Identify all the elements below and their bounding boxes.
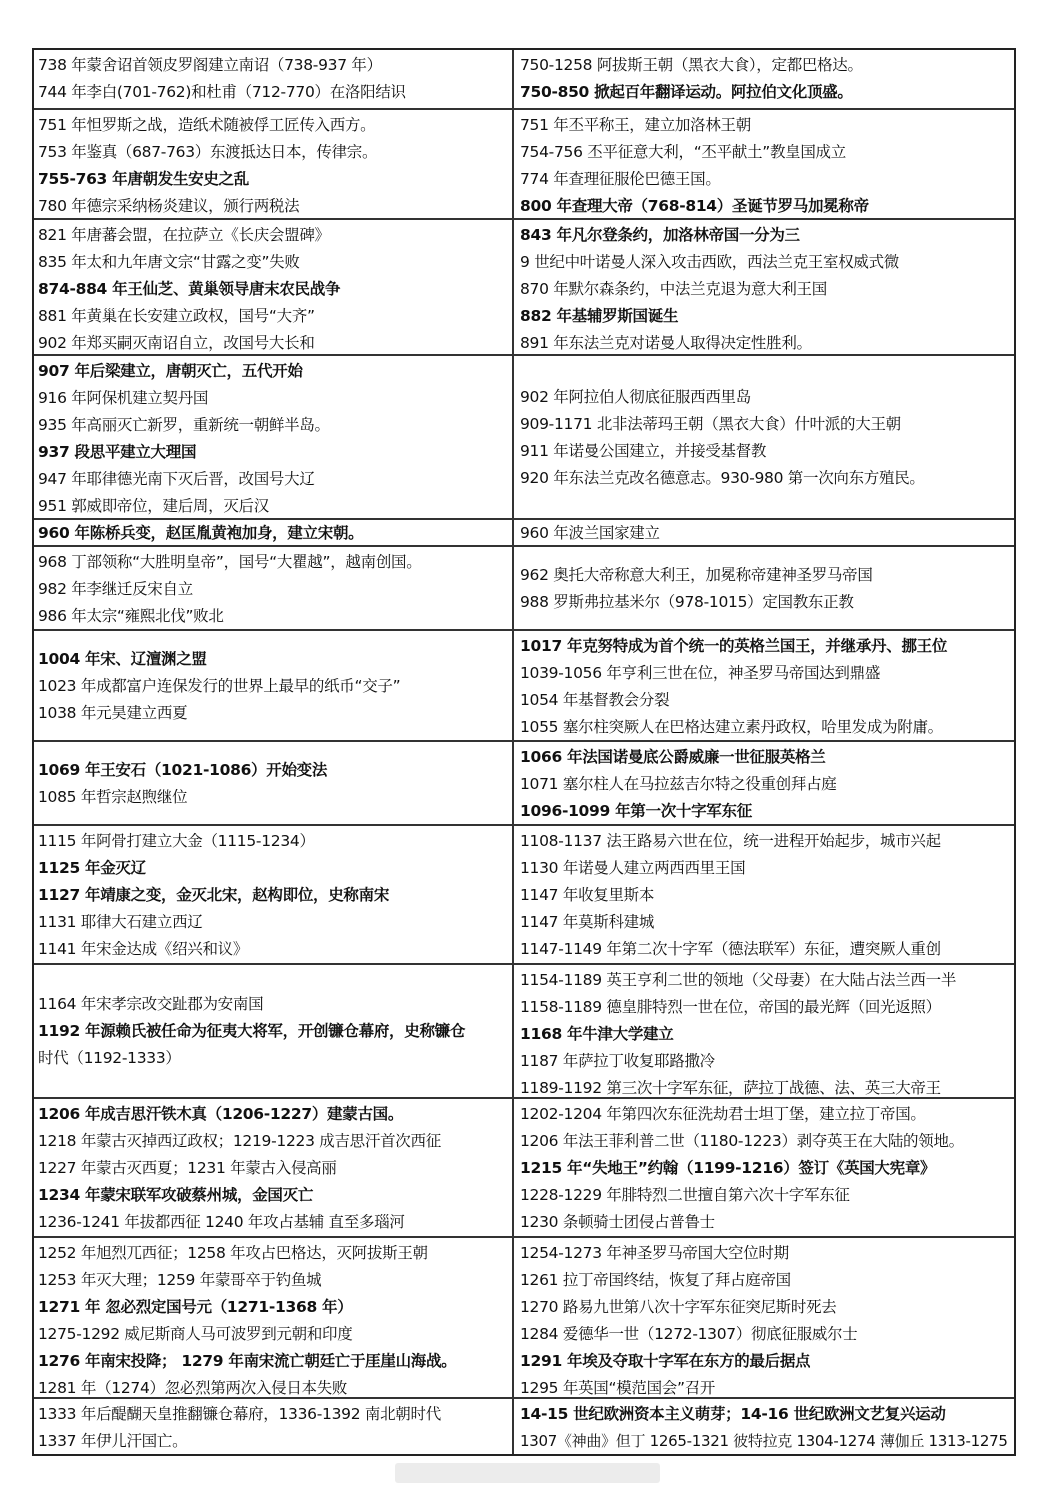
event-line: 909-1171 北非法蒂玛王朝（黑衣大食）什叶派的大王朝 — [520, 415, 901, 434]
event-line: 1333 年后醍醐天皇推翻镰仓幕府，1336-1392 南北朝时代 — [38, 1405, 441, 1424]
event-line: 754-756 丕平征意大利，“丕平献土”教皇国成立 — [520, 143, 846, 162]
event-line: 1130 年诺曼人建立两西西里王国 — [520, 859, 746, 878]
event-line: 962 奥托大帝称意大利王，加冕称帝建神圣罗马帝国 — [520, 566, 873, 585]
event-line: 1055 塞尔柱突厥人在巴格达建立素丹政权，哈里发成为附庸。 — [520, 718, 943, 737]
event-line: 738 年蒙舍诏首领皮罗阁建立南诏（738-937 年） — [38, 56, 382, 74]
event-line: 1270 路易九世第八次十字军东征突尼斯时死去 — [520, 1297, 837, 1316]
event-line: 835 年太和九年唐文宗“甘露之变”失败 — [38, 252, 300, 271]
event-line: 1127 年靖康之变，金灭北宋，赵构即位，史称南宋 — [38, 886, 390, 905]
event-line: 902 年阿拉伯人彻底征服西西里岛 — [520, 388, 751, 407]
event-line: 920 年东法兰克改名德意志。930-980 第一次向东方殖民。 — [520, 469, 925, 488]
world-events-cell — [514, 631, 1014, 740]
event-line: 1125 年金灭辽 — [38, 859, 146, 878]
world-events-cell — [514, 50, 1014, 108]
event-line: 751 年怛罗斯之战，造纸术随被俘工匠传入西方。 — [38, 116, 376, 135]
event-line: 947 年耶律德光南下灭后晋，改国号大辽 — [38, 470, 315, 489]
timeline-row — [34, 742, 1014, 826]
event-line: 1230 条顿骑士团侵占普鲁士 — [520, 1213, 715, 1232]
event-line: 1154-1189 英王亨利二世的领地（父母妻）在大陆占法兰西一半 — [520, 970, 957, 989]
event-line: 800 年查理大帝（768-814）圣诞节罗马加冕称帝 — [520, 197, 869, 216]
event-line: 1147-1149 年第二次十字军（德法联军）东征，遭突厥人重创 — [520, 940, 941, 959]
event-line: 1206 年成吉思汗铁木真（1206-1227）建蒙古国。 — [38, 1105, 404, 1124]
event-line: 1168 年牛津大学建立 — [520, 1024, 674, 1043]
event-line: 960 年陈桥兵变，赵匡胤黄袍加身，建立宋朝。 — [38, 524, 364, 543]
china-events-cell — [34, 826, 514, 962]
event-line: 1038 年元昊建立西夏 — [38, 704, 188, 723]
event-line: 1096-1099 年第一次十字军东征 — [520, 802, 752, 821]
event-line: 881 年黄巢在长安建立政权，国号“大齐” — [38, 306, 315, 325]
china-events-cell — [34, 965, 514, 1098]
event-line: 960 年波兰国家建立 — [520, 524, 660, 543]
event-line: 882 年基辅罗斯国诞生 — [520, 306, 679, 325]
world-events-cell — [514, 742, 1014, 824]
event-line: 1017 年克努特成为首个统一的英格兰国王，并继承丹、挪王位 — [520, 637, 948, 656]
event-line: 902 年郑买嗣灭南诏自立，改国号大长和 — [38, 333, 315, 352]
timeline-row — [34, 1099, 1014, 1237]
world-events-cell — [514, 965, 1014, 1098]
event-line: 1253 年灭大理；1259 年蒙哥卒于钓鱼城 — [38, 1270, 322, 1289]
china-events-cell — [34, 110, 514, 217]
china-events-cell — [34, 742, 514, 824]
event-line: 1228-1229 年腓特烈二世擅自第六次十字军东征 — [520, 1186, 850, 1205]
event-line: 1131 耶律大石建立西辽 — [38, 913, 203, 932]
china-events-cell — [34, 1238, 514, 1398]
event-line: 1295 年英国“模范国会”召开 — [520, 1378, 716, 1397]
event-line: 937 段思平建立大理国 — [38, 443, 197, 462]
event-line: 774 年查理征服伦巴德王国。 — [520, 170, 721, 189]
event-line: 753 年鉴真（687-763）东渡抵达日本，传律宗。 — [38, 143, 378, 162]
event-line: 1337 年伊儿汗国亡。 — [38, 1432, 188, 1451]
world-events-cell — [514, 826, 1014, 962]
event-line: 1261 拉丁帝国终结，恢复了拜占庭帝国 — [520, 1270, 791, 1289]
event-line: 986 年太宗“雍熙北伐”败北 — [38, 607, 224, 626]
event-line: 1108-1137 法王路易六世在位，统一进程开始起步，城市兴起 — [520, 832, 941, 851]
timeline-row — [34, 631, 1014, 742]
event-line: 1202-1204 年第四次东征洗劫君士坦丁堡，建立拉丁帝国。 — [520, 1105, 926, 1124]
event-line: 1147 年收复里斯本 — [520, 886, 655, 905]
event-line: 1066 年法国诺曼底公爵威廉一世征服英格兰 — [520, 748, 826, 767]
event-line: 1069 年王安石（1021-1086）开始变法 — [38, 761, 328, 780]
event-line: 1187 年萨拉丁收复耶路撒冷 — [520, 1051, 715, 1070]
china-events-cell — [34, 1399, 514, 1454]
event-line: 1023 年成都富户连保发行的世界上最早的纸币“交子” — [38, 677, 401, 696]
timeline-row — [34, 1399, 1014, 1454]
event-line: 9 世纪中叶诺曼人深入攻击西欧，西法兰克王室权威式微 — [520, 252, 899, 271]
event-line: 988 罗斯弗拉基米尔（978-1015）定国教东正教 — [520, 593, 854, 612]
event-line: 750-850 掀起百年翻译运动。阿拉伯文化顶盛。 — [520, 83, 853, 101]
event-line: 874-884 年王仙芝、黄巢领导唐末农民战争 — [38, 279, 341, 298]
event-line: 1054 年基督教会分裂 — [520, 691, 670, 710]
event-line: 1218 年蒙古灭掉西辽政权；1219-1223 成吉思汗首次西征 — [38, 1132, 441, 1151]
event-line: 时代（1192-1333） — [38, 1049, 181, 1068]
china-events-cell — [34, 547, 514, 629]
bottom-overlay-bar — [395, 1463, 660, 1483]
china-events-cell — [34, 1099, 514, 1235]
event-line: 935 年高丽灭亡新罗，重新统一朝鲜半岛。 — [38, 416, 330, 435]
event-line: 1158-1189 德皇腓特烈一世在位，帝国的最光辉（回光返照） — [520, 997, 941, 1016]
event-line: 780 年德宗采纳杨炎建议，颁行两税法 — [38, 197, 300, 216]
world-events-cell — [514, 547, 1014, 629]
event-line: 951 郭威即帝位，建后周，灭后汉 — [38, 497, 269, 516]
event-line: 911 年诺曼公国建立，并接受基督教 — [520, 442, 767, 461]
event-line: 14-15 世纪欧洲资本主义萌芽；14-16 世纪欧洲文艺复兴运动 — [520, 1405, 946, 1424]
event-line: 1147 年莫斯科建城 — [520, 913, 655, 932]
event-line: 750-1258 阿拔斯王朝（黑衣大食），定都巴格达。 — [520, 56, 863, 74]
timeline-row — [34, 356, 1014, 520]
world-events-cell — [514, 1399, 1014, 1454]
timeline-grid — [34, 50, 1014, 1454]
china-events-cell — [34, 220, 514, 354]
event-line: 1039-1056 年亨利三世在位，神圣罗马帝国达到鼎盛 — [520, 664, 881, 683]
event-line: 1291 年埃及夺取十字军在东方的最后据点 — [520, 1351, 811, 1370]
world-events-cell — [514, 1099, 1014, 1235]
timeline-row — [34, 50, 1014, 110]
event-line: 891 年东法兰克对诺曼人取得决定性胜利。 — [520, 333, 812, 352]
china-events-cell — [34, 356, 514, 518]
timeline-row — [34, 520, 1014, 547]
event-line: 843 年凡尔登条约，加洛林帝国一分为三 — [520, 225, 800, 244]
event-line: 821 年唐蕃会盟，在拉萨立《长庆会盟碑》 — [38, 225, 330, 244]
event-line: 968 丁部领称“大胜明皇帝”，国号“大瞿越”，越南创国。 — [38, 553, 422, 572]
event-line: 755-763 年唐朝发生安史之乱 — [38, 170, 249, 189]
event-line: 1227 年蒙古灭西夏；1231 年蒙古入侵高丽 — [38, 1159, 337, 1178]
event-line: 1141 年宋金达成《绍兴和议》 — [38, 940, 249, 959]
event-line: 1281 年（1274）忽必烈第两次入侵日本失败 — [38, 1378, 348, 1397]
event-line: 1275-1292 威尼斯商人马可波罗到元朝和印度 — [38, 1324, 353, 1343]
event-line: 1215 年“失地王”约翰（1199-1216）签订《英国大宪章》 — [520, 1159, 936, 1178]
event-line: 1004 年宋、辽澶渊之盟 — [38, 650, 207, 669]
timeline-table — [32, 48, 1016, 1456]
event-line: 1252 年旭烈兀西征；1258 年攻占巴格达，灭阿拔斯王朝 — [38, 1243, 428, 1262]
timeline-row — [34, 965, 1014, 1100]
event-line: 1284 爱德华一世（1272-1307）彻底征服威尔士 — [520, 1324, 858, 1343]
event-line: 1307《神曲》但丁 1265-1321 彼特拉克 1304-1274 薄伽丘 1313-1275 — [520, 1432, 1008, 1451]
timeline-row — [34, 110, 1014, 219]
event-line: 1192 年源赖氏被任命为征夷大将军，开创镰仓幕府，史称镰仓 — [38, 1022, 466, 1041]
event-line: 1276 年南宋投降； 1279 年南宋流亡朝廷亡于厓崖山海战。 — [38, 1351, 457, 1370]
event-line: 744 年李白(701-762)和杜甫（712-770）在洛阳结识 — [38, 83, 406, 101]
world-events-cell — [514, 1238, 1014, 1398]
event-line: 1234 年蒙宋联军攻破蔡州城，金国灭亡 — [38, 1186, 314, 1205]
event-line: 916 年阿保机建立契丹国 — [38, 389, 209, 408]
world-events-cell — [514, 520, 1014, 545]
world-events-cell — [514, 220, 1014, 354]
china-events-cell — [34, 520, 514, 545]
event-line: 1085 年哲宗赵煦继位 — [38, 788, 188, 807]
event-line: 1115 年阿骨打建立大金（1115-1234） — [38, 832, 315, 851]
event-line: 1189-1192 第三次十字军东征，萨拉丁战德、法、英三大帝王 — [520, 1078, 941, 1097]
event-line: 1206 年法王菲利普二世（1180-1223）剥夺英王在大陆的领地。 — [520, 1132, 964, 1151]
event-line: 1071 塞尔柱人在马拉兹吉尔特之役重创拜占庭 — [520, 775, 837, 794]
timeline-row — [34, 547, 1014, 631]
timeline-row — [34, 220, 1014, 356]
event-line: 870 年默尔森条约，中法兰克退为意大利王国 — [520, 279, 827, 298]
china-events-cell — [34, 50, 514, 108]
event-line: 982 年李继迁反宋自立 — [38, 580, 193, 599]
china-events-cell — [34, 631, 514, 740]
event-line: 1164 年宋孝宗改交趾郡为安南国 — [38, 995, 264, 1014]
event-line: 1236-1241 年拔都西征 1240 年攻占基辅 直至多瑙河 — [38, 1213, 405, 1232]
event-line: 1271 年 忽必烈定国号元（1271-1368 年） — [38, 1297, 353, 1316]
timeline-row — [34, 826, 1014, 964]
event-line: 1254-1273 年神圣罗马帝国大空位时期 — [520, 1243, 789, 1262]
event-line: 751 年丕平称王，建立加洛林王朝 — [520, 116, 751, 135]
world-events-cell — [514, 110, 1014, 217]
event-line: 907 年后梁建立，唐朝灭亡，五代开始 — [38, 362, 303, 381]
world-events-cell — [514, 356, 1014, 518]
timeline-row — [34, 1238, 1014, 1400]
